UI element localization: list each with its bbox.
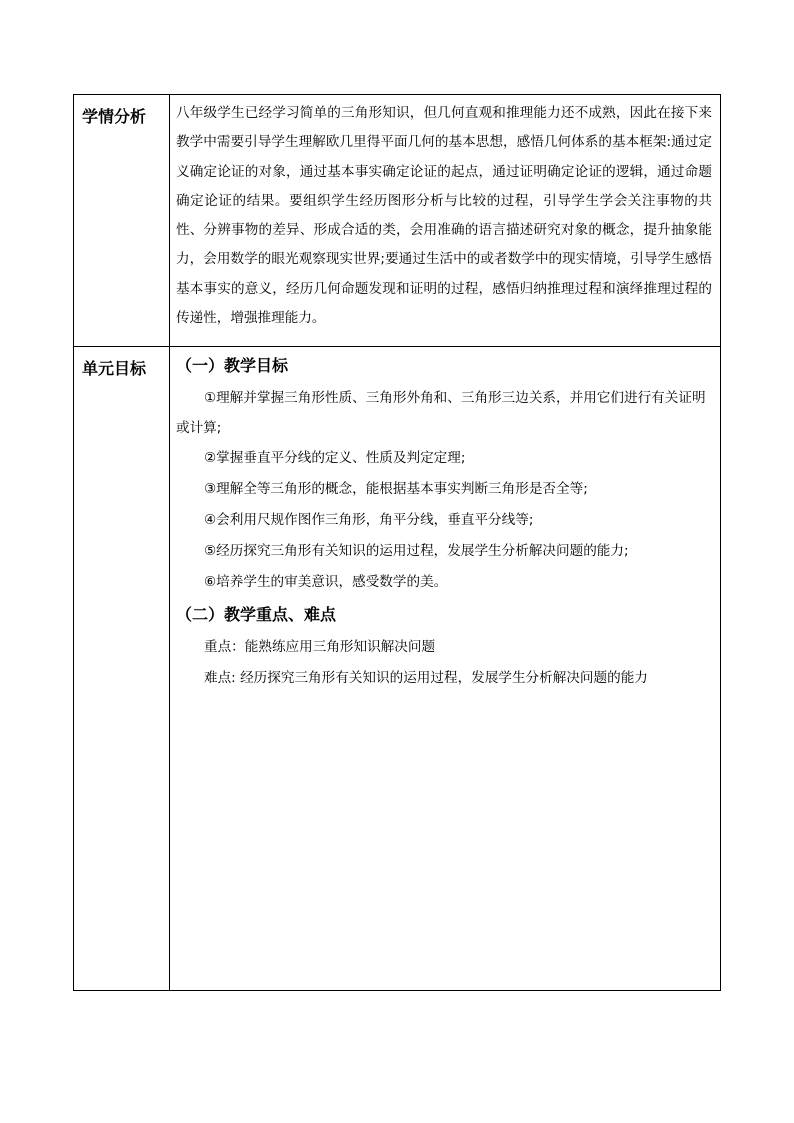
objective-item: ②掌握垂直平分线的定义、性质及判定定理;: [204, 450, 466, 466]
label-cell: [74, 347, 170, 991]
objective-item: ④会利用尺规作图作三角形，角平分线，垂直平分线等;: [204, 512, 534, 528]
difficulty-item: 难点: 经历探究三角形有关知识的运用过程，发展学生分析解决问题的能力: [204, 670, 648, 686]
objective-item: ③理解全等三角形的概念，能根据基本事实判断三角形是否全等;: [204, 481, 588, 497]
label-cell: [74, 95, 170, 347]
content-cell: [170, 347, 721, 991]
lesson-plan-table: [73, 94, 721, 991]
section-heading-key-points: （二）教学重点、难点: [176, 605, 337, 624]
section-heading-objectives: （一）教学目标: [176, 356, 289, 375]
row-label-analysis: 学情分析: [82, 107, 147, 126]
objective-item: ⑥培养学生的审美意识，感受数学的美。: [204, 574, 448, 590]
content-cell: [170, 95, 721, 347]
row-label-goals: 单元目标: [82, 359, 147, 378]
analysis-text: 八年级学生已经学习简单的三角形知识，但几何直观和推理能力还不成熟，因此在接下来教学中需要引导学生理解欧几里得平面几何的基本思想，感悟几何体系的基本框架:通过定义确定论证的对象，通过基本事实确定论证的起点，通过证明确定论证的逻辑，通过命题确定论证的结果。要组织学生经历图形分析与比较的过程，引导学生学会关注事物的共性、分辨事物的差异、形成合适的类，会用准确的语言描述研究对象的概念，提升抽象能力，会用数学的眼光观察现实世界;要通过生活中的或者数学中的现实情境，引导学生感悟基本事实的意义，经历几何命题发现和证明的过程，感悟归纳推理过程和演绎推理过程的传递性，增强推理能力。: [176, 105, 712, 327]
table-row-analysis: [74, 95, 721, 347]
key-point-item: 重点：能熟练应用三角形知识解决问题: [204, 639, 436, 655]
goals-content: [170, 347, 720, 693]
objective-item: ⑤经历探究三角形有关知识的运用过程，发展学生分析解决问题的能力;: [204, 543, 629, 559]
table-row-goals: [74, 347, 721, 991]
objective-item: ①理解并掌握三角形性质、三角形外角和、三角形三边关系，并用它们进行有关证明或计算;: [176, 390, 706, 436]
